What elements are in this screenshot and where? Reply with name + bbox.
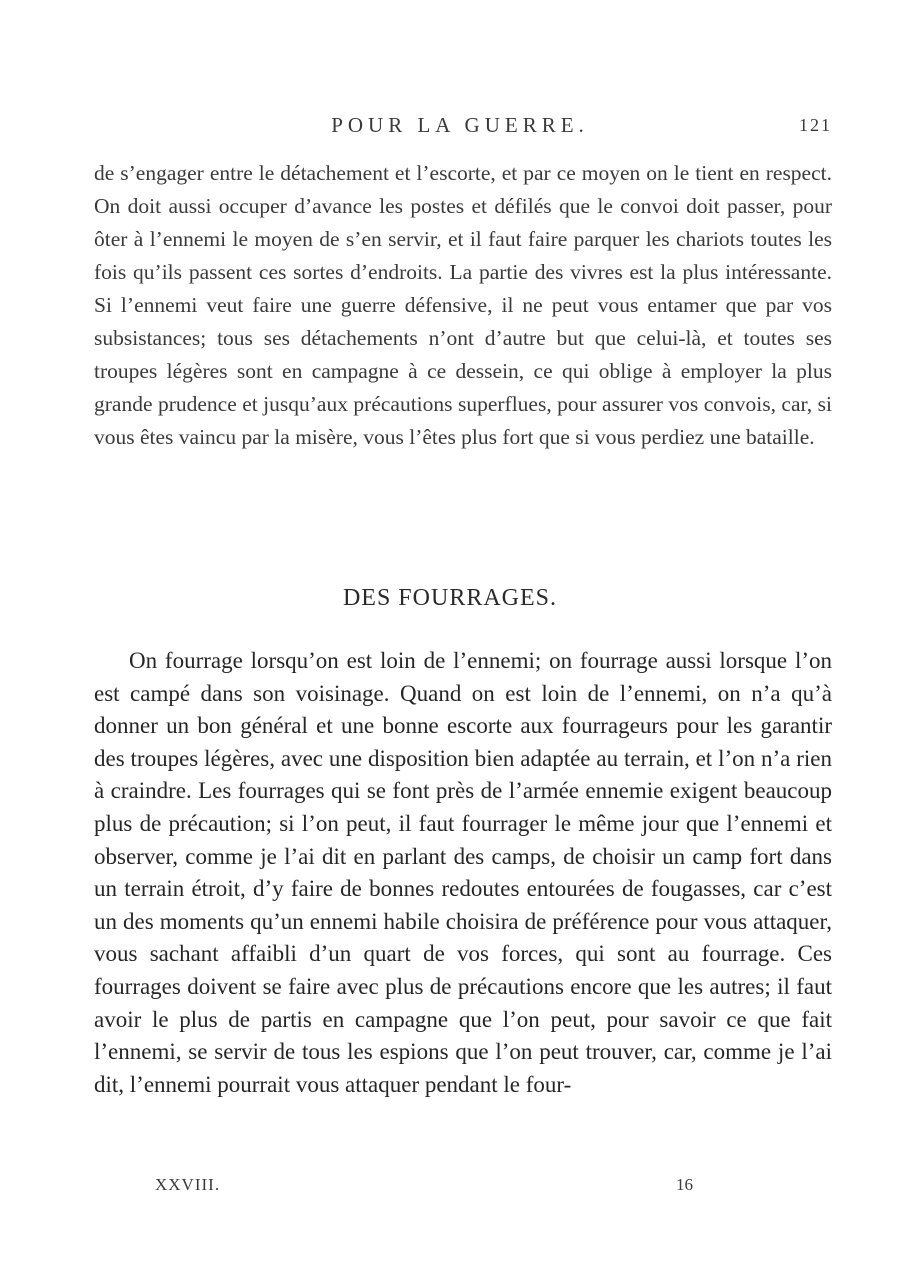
signature-number: 16 <box>676 1175 693 1194</box>
section-heading: DES FOURRAGES. <box>342 585 558 611</box>
paragraph-continued: de s’engager entre le détachement et l’escorte, et par ce moyen on le tient en respect. On doit aussi occuper d’avance les postes et défilés que le convoi doit passer, pour ôter à l’ennemi le moyen de s’en servir, et il faut faire parquer les chariots toutes les fois qu’ils passent ces sortes d’endroits. La partie des vivres est la plus intéressante. Si l’ennemi veut faire une guerre défensive, il ne peut vous entamer que par vos subsistances; tous ses détachements n’ont d’autre but que celui-là, et toutes ses troupes légères sont en campagne à ce dessein, ce qui oblige à employer la plus grande prudence et jusqu’aux précautions superflues, pour assurer vos convois, car, si vous êtes vaincu par la misère, vous l’êtes plus fort que si vous perdiez une bataille. <box>94 161 832 449</box>
signature-mark: XXVIII. <box>155 1175 221 1194</box>
page-number: 121 <box>799 115 832 135</box>
running-title: POUR LA GUERRE. <box>331 113 589 137</box>
running-head <box>0 113 900 141</box>
page-footer <box>0 1175 900 1199</box>
paragraph-fourrages: On fourrage lorsqu’on est loin de l’ennemi; on fourrage aussi lorsque l’on est campé dans son voisinage. Quand on est loin de l’ennemi, on n’a qu’à donner un bon général et une bonne escorte aux fourrageurs pour les garantir des troupes légères, avec une disposition bien adaptée au terrain, et l’on n’a rien à craindre. Les fourrages qui se font près de l’armée ennemie exigent beaucoup plus de précaution; si l’on peut, il faut fourrager le même jour que l’ennemi et observer, comme je l’ai dit en parlant des camps, de choisir un camp fort dans un terrain étroit, d’y faire de bonnes redoutes entourées de fougasses, car c’est un des moments qu’un ennemi habile choisira de préférence pour vous attaquer, vous sachant affaibli d’un quart de vos forces, qui sont au fourrage. Ces fourrages doivent se faire avec plus de précautions encore que les autres; il faut avoir le plus de partis en campagne que l’on peut, pour savoir ce que fait l’ennemi, se servir de tous les espions que l’on peut trouver, car, comme je l’ai dit, l’ennemi pourrait vous attaquer pendant le four- <box>94 648 832 1097</box>
